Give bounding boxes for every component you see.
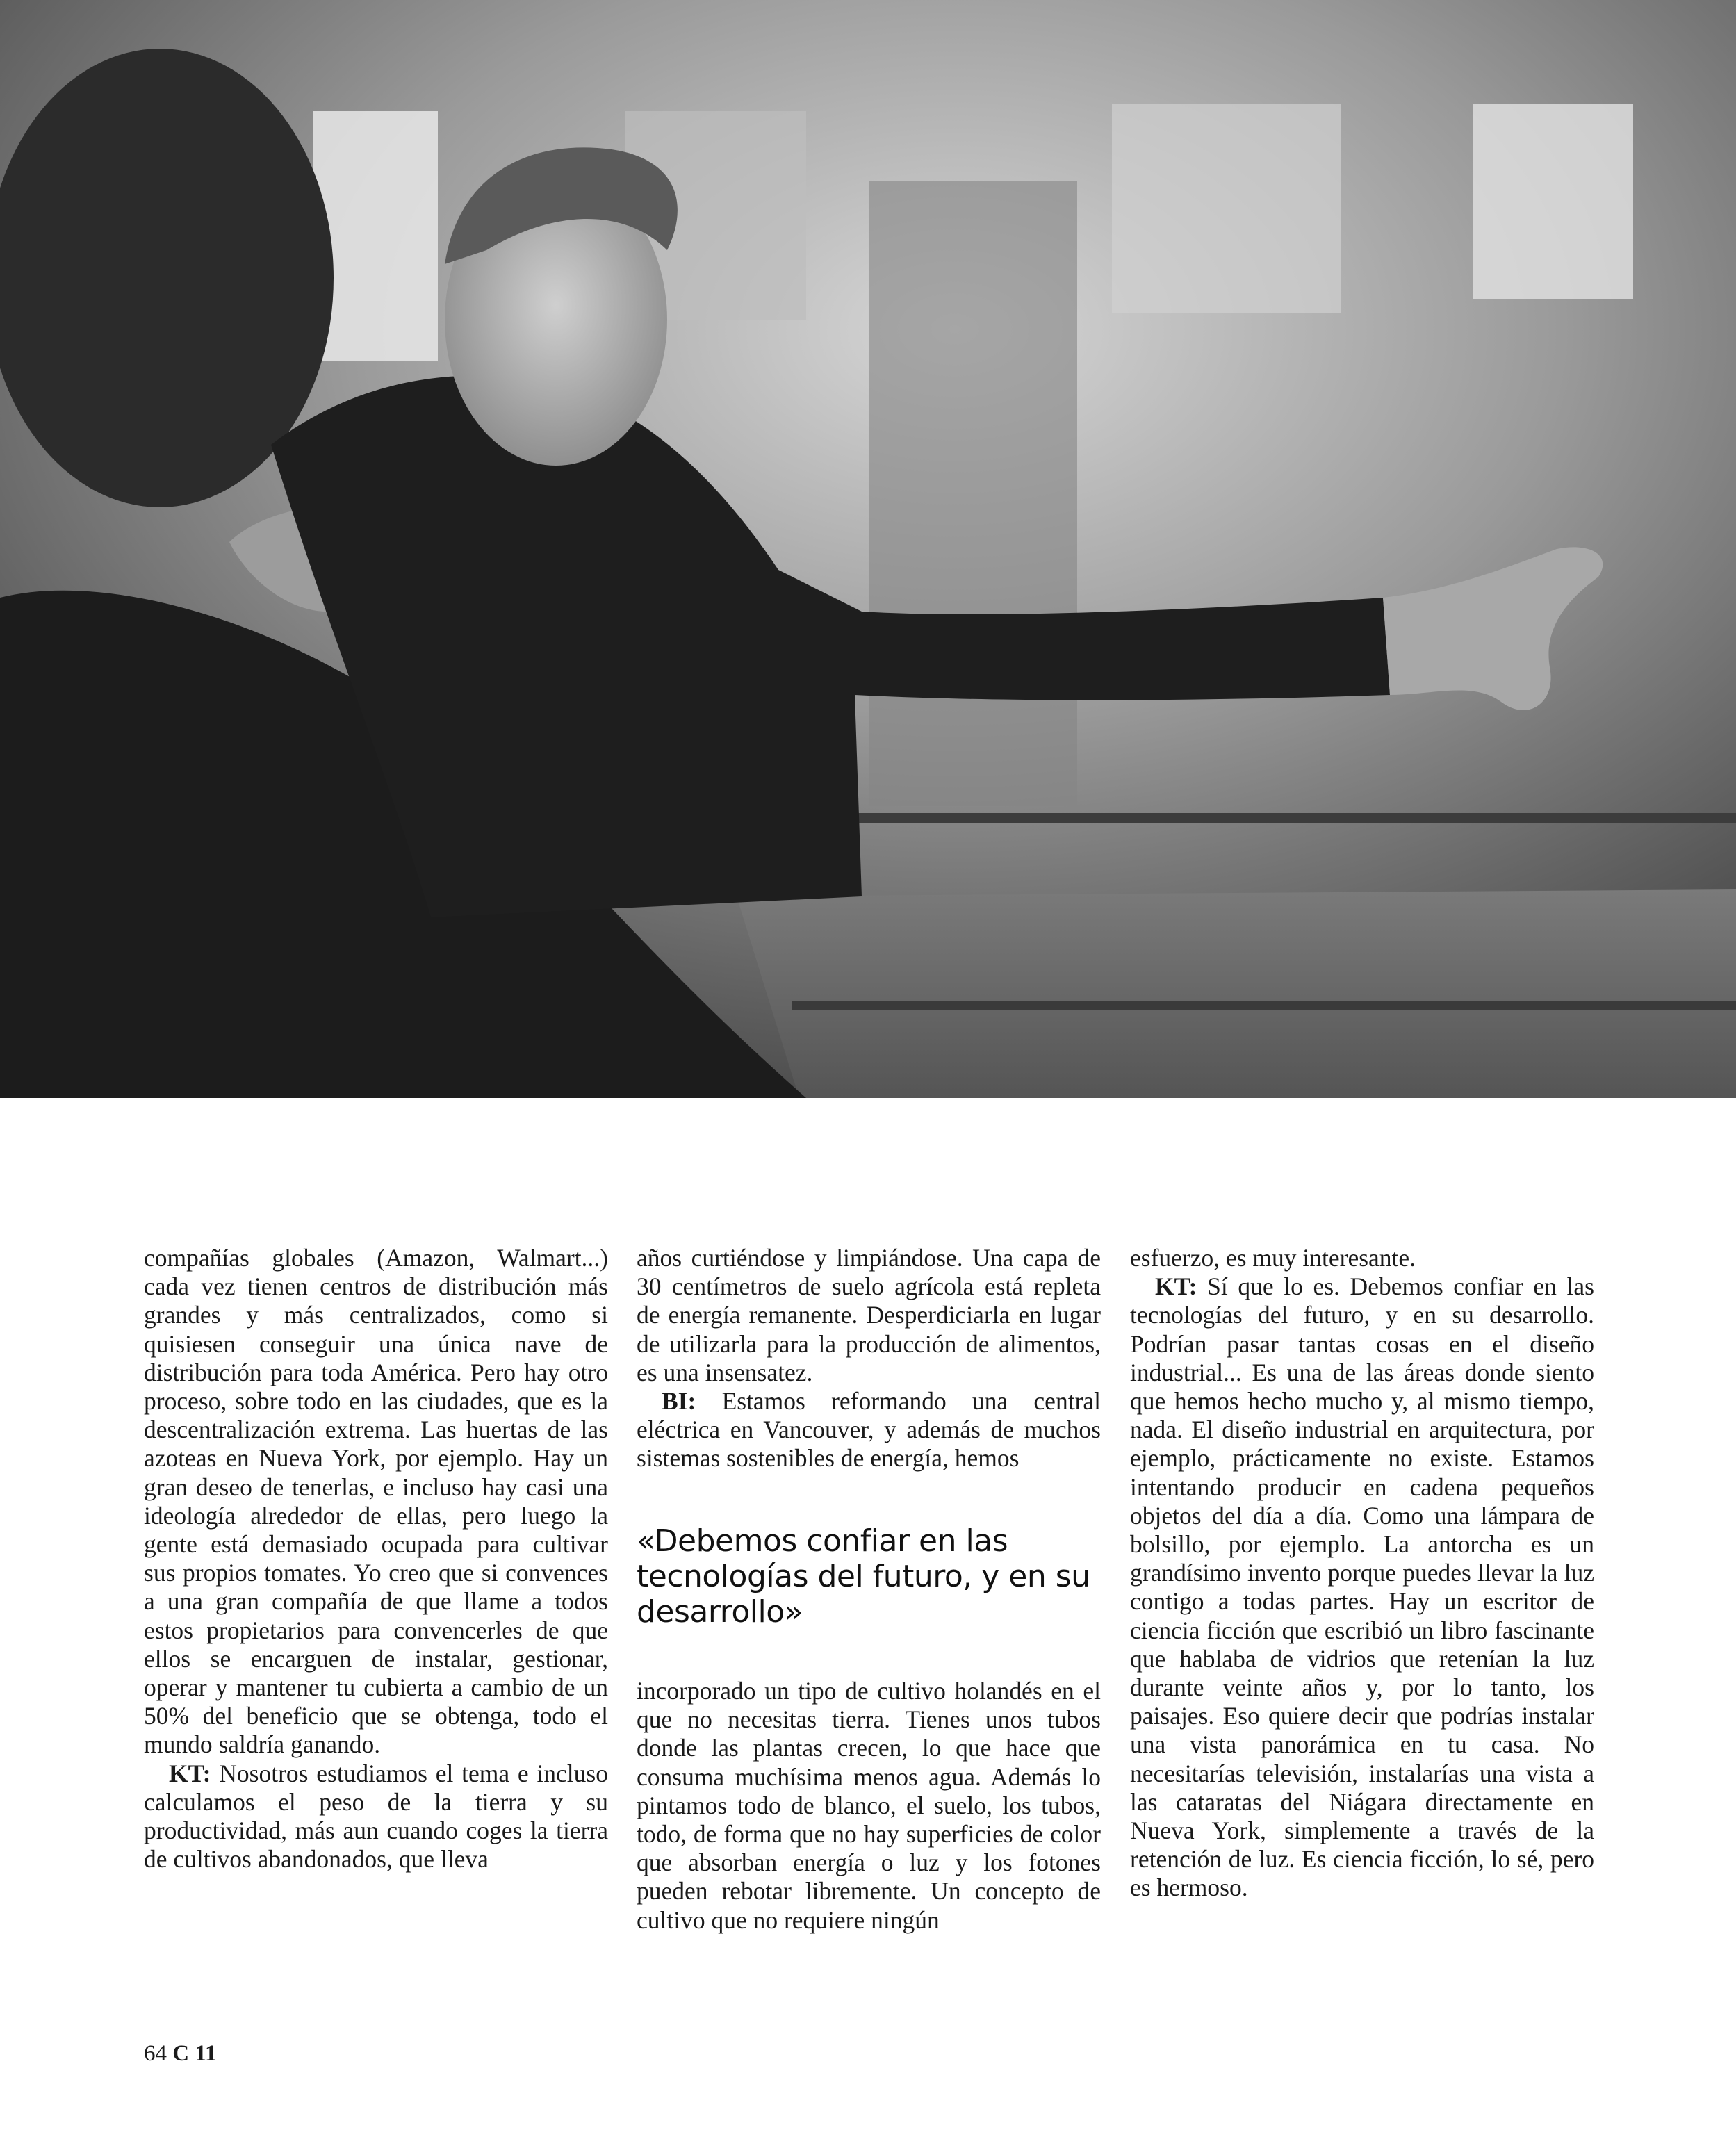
- paragraph: incorporado un tipo de cultivo holandés en el que no necesitas tierra. Tienes unos tubos donde las plantas crecen, lo que hace que consuma muchísima menos agua. Además lo pintamos todo de blanco, el suelo, los tubos, todo, de forma que no hay superficies de color que absorban energía o luz y los fotones pueden rebotar libremente. Un concepto de cultivo que no requiere ningún: [637, 1677, 1101, 1934]
- page-folio: [144, 2040, 217, 2067]
- magazine-name: C 11: [172, 2041, 217, 2066]
- paragraph: [144, 1760, 608, 1874]
- paragraph: [1130, 1272, 1594, 1902]
- paragraph: [637, 1387, 1101, 1473]
- text-column-3: [1130, 1244, 1594, 1903]
- paragraph: años curtiéndose y limpiándose. Una capa de 30 centímetros de suelo agrícola está repleta de energía remanente. Desperdiciarla en lugar de utilizarla para la producción de alimentos, es una insensatez.: [637, 1244, 1101, 1386]
- paragraph-text: Nosotros estudiamos el tema e incluso calculamos el peso de la tierra y su productividad, más aun cuando coges la tierra de cultivos abandonados, que lleva: [144, 1759, 608, 1874]
- pull-quote: «Debemos confiar en las tecnologías del futuro, y en su desarrollo»: [637, 1523, 1090, 1630]
- paragraph: compañías globales (Amazon, Walmart...) cada vez tienen centros de distribución más grandes y más centralizados, como si quisiesen conseguir una única nave de distribución para toda América. Pero hay otro proceso, sobre todo en las ciudades, que es la descentralización extrema. Las huertas de las azoteas en Nueva York, por ejemplo. Hay un gran deseo de tenerlas, e incluso hay casi una ideología alrededor de ellas, pero luego la gente está demasiado ocupada para cultivar sus propios tomates. Yo creo que si convences a una gran compañía de que llame a todos estos propietarios para convencerles de que ellos se encarguen de instalar, gestionar, operar y mantener tu cubierta a cambio de un 50% del beneficio que se obtenga, todo el mundo saldría ganando.: [144, 1244, 608, 1759]
- paragraph: esfuerzo, es muy interesante.: [1130, 1244, 1416, 1272]
- speaker-label: BI:: [662, 1387, 696, 1416]
- page-number: 64: [144, 2041, 167, 2066]
- text-column-2: [637, 1244, 1101, 1473]
- text-column-1: [144, 1244, 608, 1874]
- speaker-label: KT:: [1155, 1272, 1197, 1301]
- text-column-2-continued: [637, 1677, 1101, 1935]
- paragraph-text: Sí que lo es. Debemos confiar en las tecnologías del futuro, y en su desarrollo. Podrían pasar tantas cosas en el diseño industrial... Es una de las áreas donde siento que hemos hecho mucho y, al mismo tiempo, nada. El diseño industrial en arquitectura, por ejemplo, prácticamente no existe. Estamos intentando producir en cadena pequeños objetos del día a día. Como una lámpara de bolsillo, por ejemplo. La antorcha es un grandísimo invento porque puedes llevar la luz contigo a todas partes. Hay un escritor de ciencia ficción que escribió un libro fascinante que hablaba de vidrios que retenían la luz durante veinte años y, por lo tanto, los paisajes. Eso quiere decir que podrías instalar una vista panorámica en tu casa. No necesitarías televisión, instalarías una vista a las cataratas del Niágara directamente en Nueva York, simplemente a través de la retención de luz. Es ciencia ficción, lo sé, pero es hermoso.: [1130, 1272, 1594, 1902]
- paragraph-text: Estamos reformando una central eléctrica en Vancouver, y además de muchos sistemas sostenibles de energía, hemos: [637, 1387, 1101, 1473]
- speaker-label: KT:: [169, 1759, 211, 1787]
